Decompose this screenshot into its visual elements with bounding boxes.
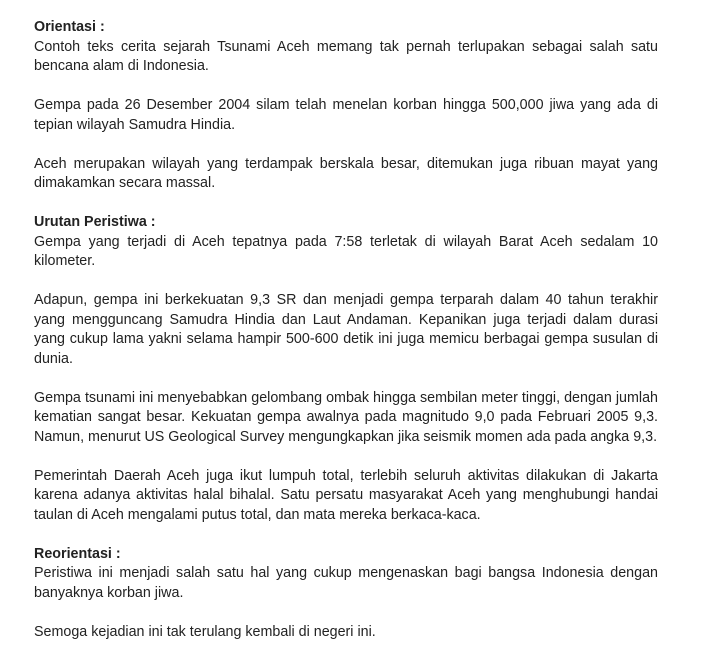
paragraph: Adapun, gempa ini berkekuatan 9,3 SR dan menjadi gempa terparah dalam 40 tahun terakhir yang mengguncang Samudra Hindia dan Laut Andaman. Kepanikan juga terjadi dalam durasi yang cukup lama yakni selama hampir 500-600 detik ini juga memicu berbagai gempa susulan di dunia. [34, 292, 658, 367]
paragraph: Aceh merupakan wilayah yang terdampak berskala besar, ditemukan juga ribuan mayat yang dimakamkan secara massal. [34, 155, 658, 191]
section-orientasi [34, 18, 658, 194]
section-heading: Orientasi : [34, 19, 105, 35]
paragraph: Gempa tsunami ini menyebabkan gelombang ombak hingga sembilan meter tinggi, dengan jumlah kematian sangat besar. Kekuatan gempa awalnya pada magnitudo 9,0 pada Februari 2005 9,3. Namun, menurut US Geological Survey mengungkapkan jika seismik momen ada pada angka 9,3. [34, 389, 658, 445]
paragraph: Contoh teks cerita sejarah Tsunami Aceh memang tak pernah terlupakan sebagai salah satu bencana alam di Indonesia. [34, 38, 658, 74]
section-heading: Urutan Peristiwa : [34, 214, 156, 230]
section-heading: Reorientasi : [34, 545, 121, 562]
paragraph: Gempa pada 26 Desember 2004 silam telah menelan korban hingga 500,000 jiwa yang ada di tepian wilayah Samudra Hindia. [34, 97, 658, 133]
section-urutan-peristiwa [34, 213, 658, 525]
paragraph: Semoga kejadian ini tak terulang kembali di negeri ini. [34, 623, 376, 640]
paragraph: Peristiwa ini menjadi salah satu hal yang cukup mengenaskan bagi bangsa Indonesia dengan banyaknya korban jiwa. [34, 565, 658, 601]
paragraph: Gempa yang terjadi di Aceh tepatnya pada 7:58 terletak di wilayah Barat Aceh sedalam 10 kilometer. [34, 233, 658, 269]
paragraph: Pemerintah Daerah Aceh juga ikut lumpuh total, terlebih seluruh aktivitas dilakukan di Jakarta karena adanya aktivitas halal bihalal. Satu persatu masyarakat Aceh yang menghubungi handai taulan di Aceh mengalami putus total, dan mata mereka berkaca-kaca. [34, 467, 658, 523]
section-reorientasi [34, 545, 658, 643]
document-body [34, 18, 658, 662]
